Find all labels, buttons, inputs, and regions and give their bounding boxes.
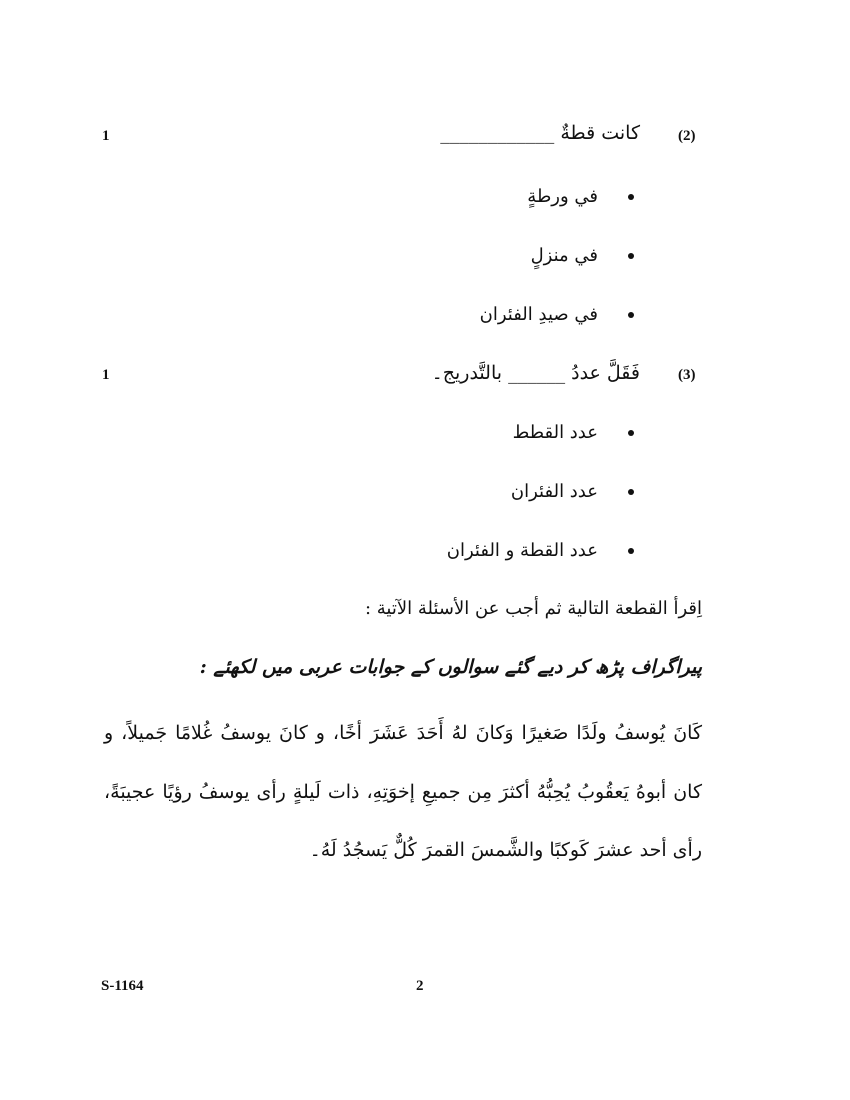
q2-option-1 bbox=[527, 186, 634, 207]
q3-option-2 bbox=[511, 481, 634, 502]
q2-option-2 bbox=[531, 245, 634, 266]
option-label: عدد القطة و الفئران bbox=[446, 540, 598, 561]
question-3-text: فَقَلَّ عددُ ______ بالتَّدريج۔ bbox=[431, 362, 640, 384]
instruction-urdu: پیراگراف پڑھ کر دیے گئے سوالوں کے جوابات عربی میں لکھئے : bbox=[199, 656, 702, 678]
marks-q2: 1 bbox=[102, 128, 110, 144]
q3-option-3 bbox=[447, 540, 634, 561]
bullet-icon bbox=[628, 194, 634, 200]
bullet-icon bbox=[628, 430, 634, 436]
question-3-number: (3) bbox=[678, 367, 696, 383]
marks-q3: 1 bbox=[102, 367, 110, 383]
option-label: عدد القطط bbox=[512, 422, 598, 443]
instruction-arabic: اِقرأ القطعة التالية ثم أجب عن الأسئلة الآتية : bbox=[364, 598, 702, 619]
q3-option-1 bbox=[513, 422, 634, 443]
bullet-icon bbox=[628, 253, 634, 259]
question-2-text: كانت قطةٌ ____________ bbox=[440, 122, 640, 144]
option-label: في صيدِ الفئران bbox=[479, 304, 598, 325]
option-label: في ورطةٍ bbox=[527, 186, 598, 207]
option-label: عدد الفئران bbox=[510, 481, 598, 502]
option-label: في منزلٍ bbox=[530, 245, 598, 266]
bullet-icon bbox=[628, 548, 634, 554]
question-2-number: (2) bbox=[678, 128, 696, 144]
bullet-icon bbox=[628, 489, 634, 495]
page-number: 2 bbox=[416, 978, 424, 994]
bullet-icon bbox=[628, 312, 634, 318]
paper-code: S-1164 bbox=[101, 978, 144, 994]
reading-passage: كَانَ يُوسفُ ولَدًا صَغيرًا وَكانَ لهُ أَحَدَ عَشَرَ أخًا، و كانَ يوسفُ غُلامًا جَميلاً، و كان أبوهُ يَعقُوبُ يُحِبُّهُ أكثرَ مِن جميعِ إخوَتِهِ، ذات لَيلةٍ رأى يوسفُ رؤيًا عجيبَةً، رأى أحد عشرَ كَوكبًا والشَّمسَ القمرَ كُلٌّ يَسجُدُ لَهُ۔ bbox=[104, 722, 702, 861]
q2-option-3 bbox=[480, 304, 634, 325]
